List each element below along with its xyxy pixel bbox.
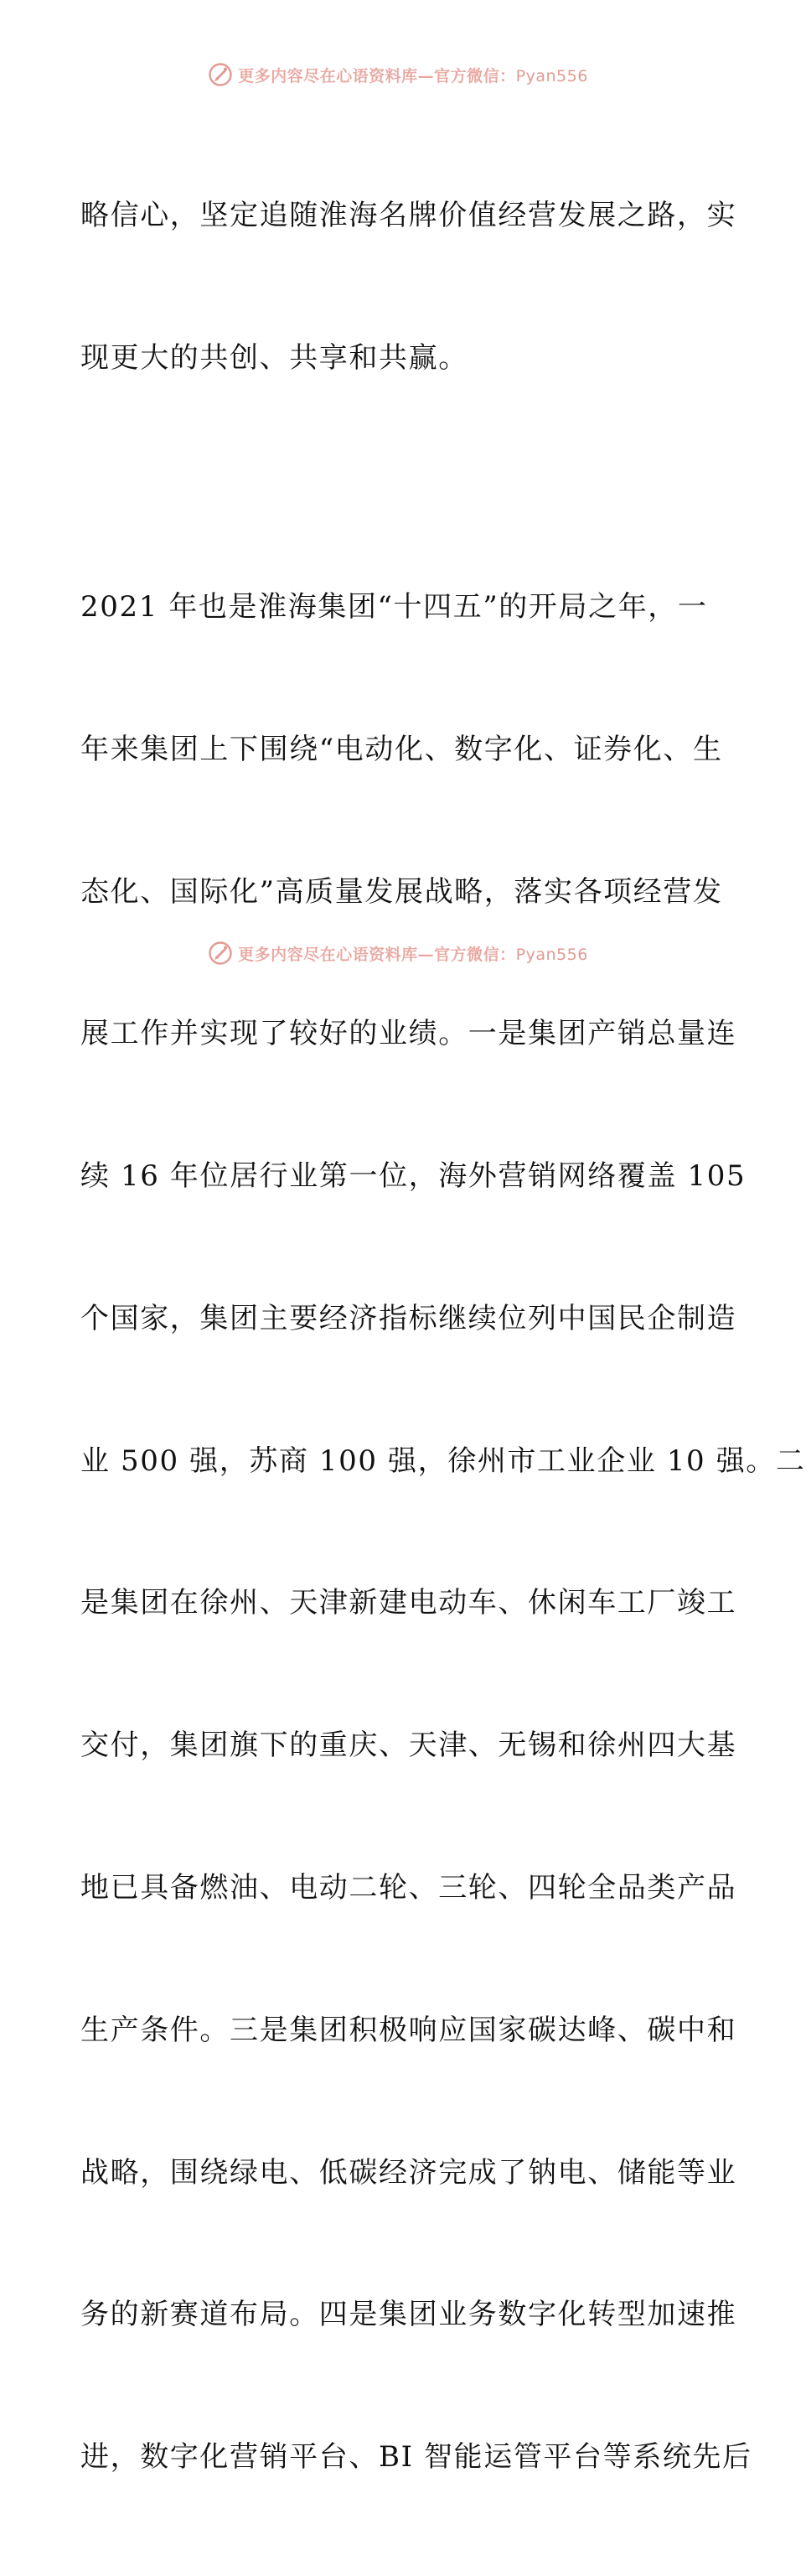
header-watermark bbox=[0, 62, 796, 87]
watermark-text: 更多内容尽在心语资料库—官方微信：Pyan556 bbox=[238, 66, 588, 86]
text-line: 是集团在徐州、天津新建电动车、休闲车工厂竣工 bbox=[80, 1586, 737, 1620]
seal-logo-icon bbox=[208, 62, 233, 87]
text-line: 态化、国际化”高质量发展战略，落实各项经营发 bbox=[80, 874, 723, 909]
document-body bbox=[80, 97, 806, 2576]
text-line: 地已具备燃油、电动二轮、三轮、四轮全品类产品 bbox=[80, 1870, 737, 1905]
text-line: 进，数字化营销平台、BI 智能运管平台等系统先后 bbox=[80, 2440, 752, 2475]
footer-watermark bbox=[0, 941, 796, 966]
text-line: 生产条件。三是集团积极响应国家碳达峰、碳中和 bbox=[80, 2013, 737, 2047]
seal-logo-icon bbox=[208, 941, 233, 966]
text-line: 2021 年也是淮海集团“十四五”的开局之年，一 bbox=[80, 589, 708, 624]
text-line: 续 16 年位居行业第一位，海外营销网络覆盖 105 bbox=[80, 1159, 747, 1194]
text-line: 现更大的共创、共享和共赢。 bbox=[80, 340, 468, 375]
text-line: 务的新赛道布局。四是集团业务数字化转型加速推 bbox=[80, 2298, 737, 2332]
watermark-text: 更多内容尽在心语资料库—官方微信：Pyan556 bbox=[238, 945, 588, 964]
text-line: 战略，围绕绿电、低碳经济完成了钠电、储能等业 bbox=[80, 2155, 737, 2190]
watermark-wechat-id: Pyan556 bbox=[515, 66, 588, 86]
text-line: 业 500 强，苏商 100 强，徐州市工业企业 10 强。二 bbox=[80, 1443, 806, 1478]
text-line: 交付，集团旗下的重庆、天津、无锡和徐州四大基 bbox=[80, 1729, 737, 1763]
text-line: 略信心，坚定追随淮海名牌价值经营发展之路，实 bbox=[80, 199, 737, 233]
text-line: 年来集团上下围绕“电动化、数字化、证券化、生 bbox=[80, 732, 723, 766]
text-line: 个国家，集团主要经济指标继续位列中国民企制造 bbox=[80, 1301, 737, 1335]
paragraph-1 bbox=[80, 97, 737, 477]
watermark-wechat-id: Pyan556 bbox=[515, 945, 588, 964]
text-line: 展工作并实现了较好的业绩。一是集团产销总量连 bbox=[80, 1017, 737, 1051]
paragraph-2 bbox=[80, 489, 806, 2576]
